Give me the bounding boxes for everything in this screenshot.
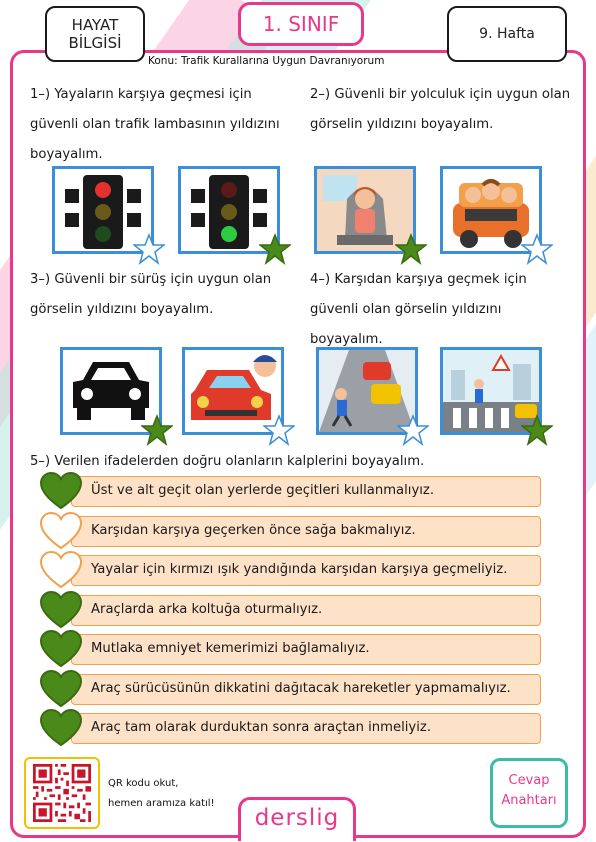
statement-row xyxy=(45,476,541,508)
empty-heart-icon[interactable] xyxy=(39,550,83,590)
card-child-in-car-seat[interactable] xyxy=(314,166,416,254)
question-2: 2–) Güvenli bir yolculuk için uygun olan görselin yıldızını boyayalım. xyxy=(310,87,571,132)
statement-text: Üst ve alt geçit olan yerlerde geçitleri kullanmalıyız. xyxy=(91,483,435,498)
empty-star-icon[interactable] xyxy=(133,233,165,265)
card-family-in-overloaded-car[interactable] xyxy=(440,166,542,254)
filled-heart-icon[interactable] xyxy=(39,629,83,669)
statement-row xyxy=(45,713,541,745)
filled-star-icon[interactable] xyxy=(521,414,553,446)
answer-key-badge[interactable] xyxy=(490,758,568,828)
filled-star-icon[interactable] xyxy=(141,414,173,446)
statement-row xyxy=(45,595,541,627)
answer-key-line2: Anahtarı xyxy=(501,793,557,808)
statement-row xyxy=(45,516,541,548)
card-child-running-in-traffic[interactable] xyxy=(316,347,418,435)
filled-heart-icon[interactable] xyxy=(39,590,83,630)
derslig-logo[interactable]: derslig xyxy=(238,797,356,841)
qr-code[interactable] xyxy=(24,757,100,829)
topic-label: Konu: Trafik Kurallarına Uygun Davranıyorum xyxy=(148,55,385,67)
card-traffic-light-green[interactable] xyxy=(178,166,280,254)
question-5: 5–) Verilen ifadelerden doğru olanların kalplerini boyayalım. xyxy=(30,454,425,469)
answer-key-line1: Cevap xyxy=(508,773,550,788)
subject-line1: HAYAT xyxy=(71,16,119,34)
qr-caption-line2: hemen aramıza katıl! xyxy=(108,798,215,809)
filled-heart-icon[interactable] xyxy=(39,708,83,748)
grade-box: 1. SINIF xyxy=(238,2,364,46)
card-traffic-light-red[interactable] xyxy=(52,166,154,254)
qr-caption-line1: QR kodu okut, xyxy=(108,778,179,789)
statement-text: Araçlarda arka koltuğa oturmalıyız. xyxy=(91,601,323,617)
question-1: 1–) Yayaların karşıya geçmesi için güvenli olan trafik lambasının yıldızını boyayalım. xyxy=(30,87,280,162)
empty-star-icon[interactable] xyxy=(263,414,295,446)
statement-row xyxy=(45,555,541,587)
empty-star-icon[interactable] xyxy=(397,414,429,446)
filled-heart-icon[interactable] xyxy=(39,471,83,511)
question-4: 4–) Karşıdan karşıya geçmek için güvenli olan görselin yıldızını boyayalım. xyxy=(310,272,527,347)
statement-text: Mutlaka emniyet kemerimizi bağlamalıyız. xyxy=(91,641,370,656)
subject-line2: BİLGİSİ xyxy=(68,34,122,52)
filled-heart-icon[interactable] xyxy=(39,669,83,709)
statement-text: Araç tam olarak durduktan sonra araçtan inmeliyiz. xyxy=(91,720,432,735)
card-driver-leaning-out-window[interactable] xyxy=(182,347,284,435)
empty-heart-icon[interactable] xyxy=(39,511,83,551)
filled-star-icon[interactable] xyxy=(259,233,291,265)
statement-text: Araç sürücüsünün dikkatini dağıtacak hareketler yapmamalıyız. xyxy=(91,680,511,696)
card-car-silhouette[interactable] xyxy=(60,347,162,435)
empty-star-icon[interactable] xyxy=(521,233,553,265)
statement-row xyxy=(45,634,541,666)
statement-text: Karşıdan karşıya geçerken önce sağa bakmalıyız. xyxy=(91,522,416,538)
statement-row xyxy=(45,674,541,706)
subject-box xyxy=(45,6,145,62)
card-crosswalk-safe-crossing[interactable] xyxy=(440,347,542,435)
week-box: 9. Hafta xyxy=(447,6,567,62)
filled-star-icon[interactable] xyxy=(395,233,427,265)
qr-code-icon xyxy=(33,764,91,822)
statement-text: Yayalar için kırmızı ışık yandığında karşıdan karşıya geçmeliyiz. xyxy=(91,562,508,577)
question-3: 3–) Güvenli bir sürüş için uygun olan görselin yıldızını boyayalım. xyxy=(30,272,272,317)
